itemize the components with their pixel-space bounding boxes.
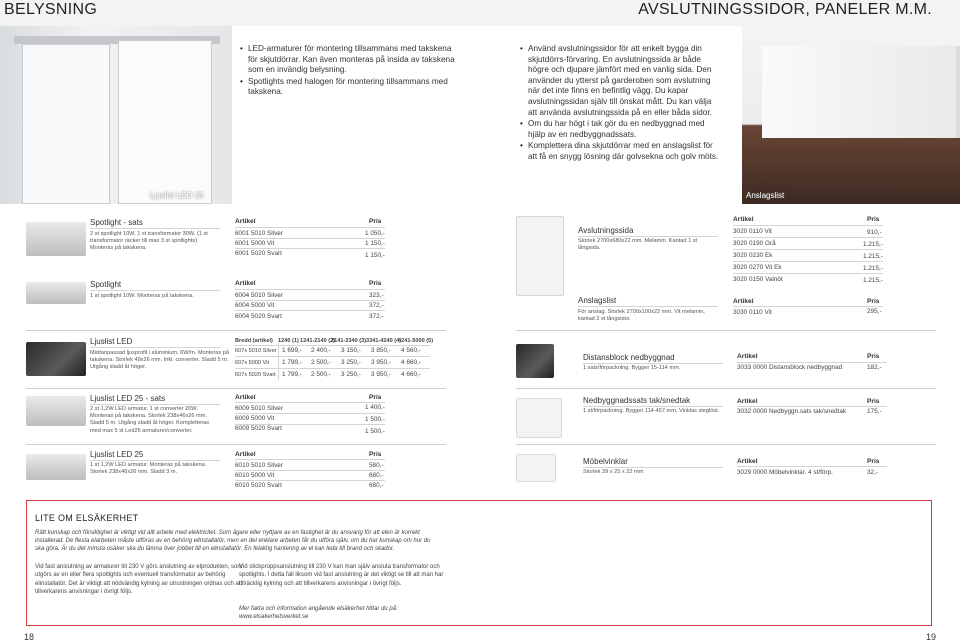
table-cell: 2 500,- — [311, 359, 331, 366]
table-cell: 1 799,- — [282, 371, 302, 378]
product-desc: 1 sats/förpackning. Bygger 15-114 mm. — [583, 365, 681, 371]
price: 182,- — [867, 364, 882, 371]
article-no: 3020 0270 Vit Ek — [733, 264, 782, 271]
article-no: 6009 5000 Vit — [235, 415, 275, 422]
article-no: 6001 5000 Vit — [235, 240, 275, 247]
divider — [733, 261, 883, 262]
safety-title: LITE OM ELSÄKERHET — [35, 513, 139, 523]
col-head-article: Artikel — [235, 280, 256, 287]
table-cell: 3 850,- — [371, 347, 391, 354]
page-number-left: 18 — [24, 632, 35, 642]
col-head-article: Artikel — [737, 398, 758, 405]
divider — [737, 362, 887, 363]
table-header: 4241-5000 (5) — [398, 338, 434, 344]
safety-paragraph-fixed: Vid fast anslutning av armaturer till 230 V görs anslutning av elprodukten, som utgörs av en eller flera spotlights och eventuell transformator av behörig elinstallatör. Det är viktigt att nödvändig kylning av utrustningen ordnas och att tillverkarens anvisningar i övrigt följs. — [35, 564, 243, 596]
table-cell: 2 400,- — [311, 347, 331, 354]
col-head-price: Pris — [369, 218, 382, 225]
divider — [733, 237, 883, 238]
product-name: Spotlight - sats — [90, 218, 143, 227]
price: 580,- — [369, 462, 384, 469]
product-name: Anslagslist — [578, 296, 617, 305]
price: 1 150,- — [365, 240, 385, 247]
divider — [235, 402, 385, 403]
table-header: Bredd (artikel) — [235, 338, 273, 344]
divider — [235, 227, 385, 228]
table-row-label: 607x 5000 Vit — [235, 360, 270, 366]
divider — [733, 273, 883, 274]
divider — [737, 406, 887, 407]
led25-set-image — [26, 396, 86, 426]
product-name: Ljuslist LED — [90, 337, 133, 346]
table-cell: 3 950,- — [371, 371, 391, 378]
electrical-safety-box — [26, 500, 932, 626]
divider — [583, 467, 723, 468]
table-row-label: 607x 5020 Svart — [235, 372, 276, 378]
price: 175,- — [867, 408, 882, 415]
table-row-label: 607x 5010 Silver — [235, 348, 277, 354]
divider — [583, 363, 723, 364]
article-no: 6009 5010 Silver — [235, 405, 283, 412]
price: 1.215,- — [863, 253, 883, 260]
floor-molding-photo — [742, 26, 960, 204]
divider — [733, 225, 883, 226]
page-number-right: 19 — [925, 632, 936, 642]
col-head-article: Artikel — [235, 394, 256, 401]
col-head-price: Pris — [867, 398, 880, 405]
table-cell: 2 500,- — [311, 371, 331, 378]
bullet-item: • Komplettera dina skjutdörrar med en anslagslist för att få en snygg lösning där golvsekna och golv möts. — [520, 141, 720, 162]
article-no: 3030 0110 Vit — [733, 309, 772, 316]
divider — [90, 404, 220, 405]
section-title-right: AVSLUTNINGSSIDOR, PANELER M.M. — [638, 1, 932, 18]
price: 1 500,- — [365, 428, 385, 435]
section-separator — [516, 388, 936, 389]
divider — [235, 310, 385, 311]
article-no: 3020 0230 Ek — [733, 252, 773, 259]
divider — [235, 470, 385, 471]
product-desc: 1 st 1,2W LED armatur. Monteras på takskena. Storlek 238x46x26 mm. Sladd 3 m. — [90, 462, 207, 476]
product-name: Ljuslist LED 25 - sats — [90, 394, 166, 403]
bullet-item: • Om du har högt i tak gör du en nedbyggnad med hjälp av en nedbyggnadssats. — [520, 119, 720, 140]
price: 680,- — [369, 472, 384, 479]
divider — [733, 306, 883, 307]
sliding-door-left — [22, 44, 110, 204]
article-no: 3020 0190 Grå — [733, 240, 776, 247]
section-separator — [26, 330, 446, 331]
section-separator — [516, 444, 936, 445]
price: 680,- — [369, 482, 384, 489]
article-no: 6010 5020 Svart — [235, 482, 282, 489]
page-header — [0, 0, 960, 26]
divider — [235, 368, 430, 369]
divider — [578, 236, 718, 237]
product-desc: Storlek 2700x680x22 mm. Melamin. Kantad 1 st långsida. — [578, 238, 698, 252]
divider — [583, 406, 723, 407]
intro-bullets-lighting — [240, 44, 455, 99]
section-separator — [26, 444, 446, 445]
divider — [90, 290, 220, 291]
price: 910,- — [867, 229, 882, 236]
product-desc: 1 st/förpackning. Bygger 114-457 mm. Vinklas steglöst. — [583, 408, 720, 414]
article-no: 3033 0000 Distansblock nedbyggnad — [737, 364, 843, 371]
table-cell: 4 660,- — [401, 371, 421, 378]
product-name: Ljuslist LED 25 — [90, 450, 144, 459]
divider — [90, 460, 220, 461]
col-head-article: Artikel — [733, 216, 754, 223]
col-head-article: Artikel — [235, 451, 256, 458]
safety-paragraph-plug: Vid stickproppsanslutning till 230 V kan man själv ansluta transformator och spotlights. I detta fall liksom vid fast anslutning är det viktigt se till att man har tillräcklig kylning och att tillverkarens anvisningar i övrigt följs. — [239, 564, 444, 587]
price: 1.215,- — [863, 277, 883, 284]
price: 1.215,- — [863, 241, 883, 248]
product-name: Distansblock nedbyggnad — [583, 353, 675, 362]
table-header: 3341-4240 (4) — [366, 338, 402, 344]
col-head-price: Pris — [867, 353, 880, 360]
col-head-price: Pris — [369, 451, 382, 458]
article-no: 3029 0000 Möbelvinklar. 4 st/förp. — [737, 469, 833, 476]
divider — [235, 238, 385, 239]
table-cell: 1 699,- — [282, 347, 302, 354]
led-strip-image — [26, 342, 86, 376]
product-desc: För anslag. Storlek 2700x100x22 mm. Vit melamin, kantad 2 st långsidor. — [578, 309, 705, 323]
article-no: 6004 5020 Svart — [235, 313, 282, 320]
col-head-price: Pris — [867, 298, 880, 305]
spotlight-set-image — [26, 222, 86, 256]
table-cell: 4 660,- — [401, 359, 421, 366]
table-cell: 1 799,- — [282, 359, 302, 366]
bullet-item: • Använd avslutningssidor för att enkelt bygga din skjutdörrs-förvaring. En avslutningssida är både högre och djupare jämfört med en vanlig sida. Den använder du ytterst på garderoben som avslutning när det inte finns en befintlig vägg. Du kapar avslutningssidan själv till önskat mått. Du kan välja att använda avslutningssida på en eller båda sidor. — [520, 44, 720, 118]
safety-more-info-link[interactable]: Mer fakta och information angående elsäkerhet hittar du på: www.elsakerhetsverket.se — [239, 606, 398, 621]
article-no: 3032 0000 Nedbyggn.sats tak/snedtak — [737, 408, 847, 415]
intro-bullets-panels — [520, 44, 720, 164]
col-head-article: Artikel — [235, 218, 256, 225]
divider — [90, 347, 220, 348]
price: 1 500,- — [365, 416, 385, 423]
table-header: 1241-2140 (2) — [300, 338, 336, 344]
divider — [90, 228, 220, 229]
table-cell: 3 250,- — [341, 359, 361, 366]
led25-image — [26, 454, 86, 480]
article-no: 6010 5010 Silver — [235, 462, 283, 469]
bullet-item: • LED-armaturer för montering tillsammans med takskena för skjutdörrar. Kan även monteras på insida av takskena som en invändig belysning. — [240, 44, 455, 76]
article-no: 6004 5010 Silver — [235, 292, 283, 299]
divider — [235, 480, 385, 481]
divider — [737, 466, 887, 467]
divider — [235, 300, 385, 301]
sliding-door-right — [118, 40, 212, 204]
spacer-block-image — [516, 344, 554, 378]
col-head-article: Artikel — [733, 298, 754, 305]
photo-caption-left: Ljuslist LED 25 — [150, 191, 204, 200]
divider — [235, 289, 385, 290]
article-no: 3020 0150 Valnöt — [733, 276, 783, 283]
divider — [278, 338, 279, 380]
furniture-bracket-image — [516, 454, 556, 482]
wardrobe-side-panel — [762, 46, 960, 138]
product-desc: Mättanpassad ljusprofil i aluminium, 6W/m. Monteras på takskena. Storlek 49x26 mm. Inkl. converter. Sladd 5 m. Utgång sladd åt höger. — [90, 350, 229, 371]
table-cell: 3 250,- — [341, 371, 361, 378]
article-no: 6001 5010 Silver — [235, 230, 283, 237]
price: 1 150,- — [365, 252, 385, 259]
product-desc: Storlek 39 x 25 x 22 mm — [583, 469, 644, 475]
col-head-price: Pris — [867, 458, 880, 465]
bullet-item: • Spotlights med halogen för montering tillsammans med takskena. — [240, 77, 455, 98]
col-head-article: Artikel — [737, 353, 758, 360]
price: 1 050,- — [365, 230, 385, 237]
product-desc: 1 st spotlight 10W. Monteras på takskena. — [90, 293, 194, 299]
price: 32,- — [867, 469, 879, 476]
divider — [235, 345, 430, 346]
col-head-price: Pris — [369, 394, 382, 401]
price: 1 400,- — [365, 404, 385, 411]
drop-kit-image — [516, 398, 562, 438]
end-panel-image — [516, 216, 564, 296]
price: 323,- — [369, 292, 384, 299]
col-head-article: Artikel — [737, 458, 758, 465]
safety-intro: Rätt kunskap och försiktighet är viktigt vid allt arbete med elektricitet. Som ägare eller nyttjare av en fastighet är du ansvarig för att elen är korrekt installerad. De flesta elarbeten måste utföras av en behörig elinstallatör, men en del enklare arbeten får du utföra själv, om du har kunskap om hur du ska göra. Är du det minsta osäker ska du lämna över jobbet till en elinstallatör. En felaktig hantering av el kan leda till brand och skador. — [35, 530, 431, 553]
divider — [235, 248, 385, 249]
price: 1.215,- — [863, 265, 883, 272]
table-cell: 3 150,- — [341, 347, 361, 354]
divider — [733, 249, 883, 250]
col-head-price: Pris — [867, 216, 880, 223]
section-separator — [26, 388, 446, 389]
table-header: 2141-3340 (3) — [331, 338, 367, 344]
divider — [578, 306, 718, 307]
divider — [235, 413, 385, 414]
product-desc: 2 st 1,2W LED armatur. 1 st converter 20W. Monteras på takskena. Storlek 238x46x26 mm. Sladd 5 m. Utgång sladd åt höger. Kompletteras med max 5 st Led25 armaturer/converter. — [90, 406, 210, 434]
table-header: 1240 (1) — [278, 338, 299, 344]
divider — [235, 356, 430, 357]
divider — [235, 424, 385, 425]
article-no: 6010 5000 Vit — [235, 472, 275, 479]
section-title-left: BELYSNING — [4, 1, 98, 18]
product-name: Möbelvinklar — [583, 457, 628, 466]
section-separator — [516, 330, 936, 331]
article-no: 6009 5020 Svart — [235, 425, 282, 432]
table-cell: 3 950,- — [371, 359, 391, 366]
product-name: Avslutningssida — [578, 226, 634, 235]
col-head-price: Pris — [369, 280, 382, 287]
divider — [235, 459, 385, 460]
price: 295,- — [867, 308, 882, 315]
table-cell: 4 560,- — [401, 347, 421, 354]
article-no: 3020 0110 Vit — [733, 228, 772, 235]
spotlight-image — [26, 282, 86, 304]
price: 372,- — [369, 302, 384, 309]
product-desc: 2 st spotlight 10W, 1 st transformator 30W. (1 st transformator räcker till max 3 st spotlights) Monteras på takskena. — [90, 231, 208, 252]
article-no: 6001 5020 Svart — [235, 250, 282, 257]
product-name: Spotlight — [90, 280, 122, 289]
product-name: Nedbyggnadssats tak/snedtak — [583, 396, 691, 405]
article-no: 6004 5000 Vit — [235, 302, 275, 309]
wardrobe-photo — [0, 26, 232, 204]
price: 372,- — [369, 313, 384, 320]
photo-caption-right: Anslagslist — [746, 191, 785, 200]
